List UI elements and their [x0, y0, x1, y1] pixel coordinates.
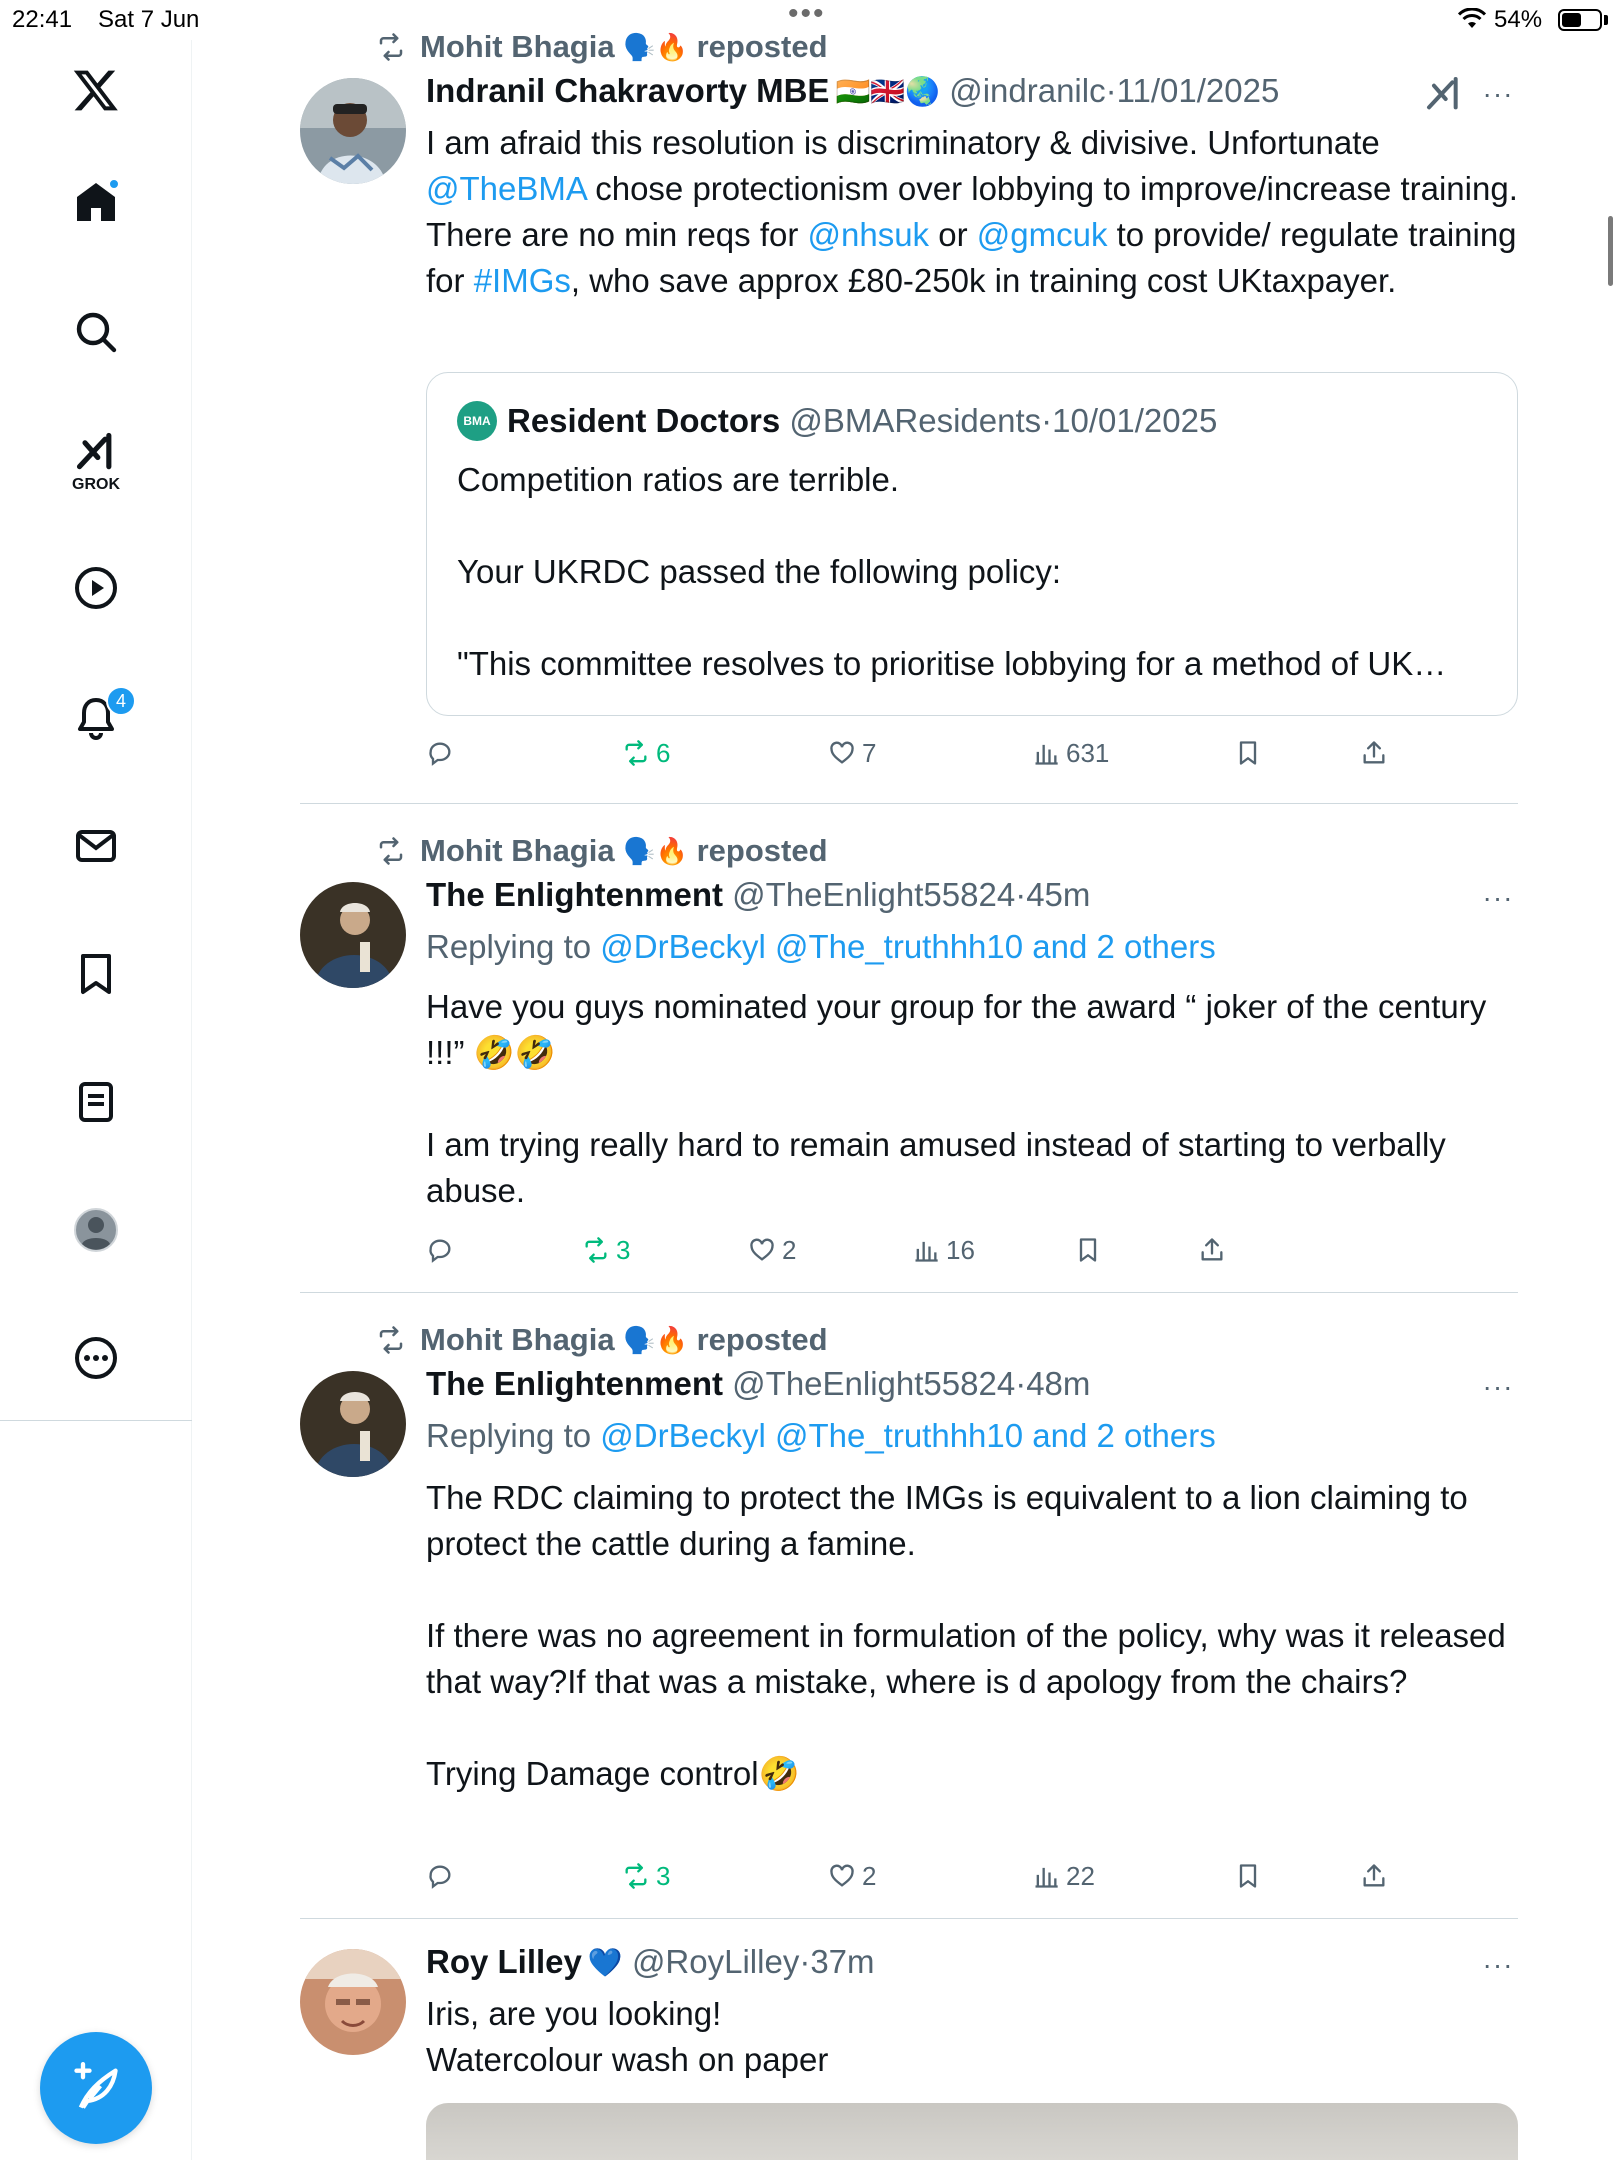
share-icon — [1198, 1236, 1226, 1264]
views-button[interactable] — [912, 1230, 975, 1270]
list-icon — [72, 1078, 120, 1126]
multitasking-dots-icon[interactable]: ••• — [788, 0, 826, 30]
bookmark-icon — [1074, 1236, 1102, 1264]
avatar[interactable] — [300, 1949, 406, 2055]
like-count: 2 — [782, 1234, 797, 1265]
bookmark-icon — [1234, 739, 1262, 767]
tweet-text: The RDC claiming to protect the IMGs is equivalent to a lion claiming to protect the cattle during a famine. If there was no agreement in formulation of the policy, why was it released that way?If that was a mistake, where is d apology from the chairs? Trying Damage control🤣 — [426, 1479, 1506, 1792]
more-options-icon[interactable]: ··· — [1482, 1949, 1514, 1980]
quoted-tweet-header: BMA Resident Doctors @BMAResidents · 10/01/2025 — [457, 401, 1217, 441]
more-options-icon[interactable]: ··· — [1482, 882, 1514, 913]
media-image[interactable] — [426, 2103, 1518, 2160]
repost-icon — [622, 1862, 650, 1890]
tweet-text: Have you guys nominated your group for the award “ joker of the century !!!” 🤣🤣 I am trying really hard to remain amused instead of starting to verbally abuse. — [426, 988, 1487, 1209]
repost-indicator: Mohit Bhagia 🗣️🔥 reposted — [376, 1320, 828, 1360]
status-time: 22:41 — [12, 6, 73, 33]
repost-user[interactable]: Mohit Bhagia — [420, 1322, 615, 1357]
repost-count: 3 — [656, 1860, 671, 1891]
share-icon — [1360, 739, 1388, 767]
scrollbar[interactable] — [1608, 216, 1613, 286]
handle[interactable]: @RoyLilley — [631, 1943, 800, 1980]
reply-icon — [426, 1236, 454, 1264]
timestamp[interactable]: 45m — [1026, 876, 1091, 913]
tweet-header: Indranil Chakravorty MBE 🇮🇳🇬🇧🌏 @indranilc · 11/01/2025 — [426, 72, 1280, 109]
heart-icon — [748, 1236, 776, 1264]
views-chart-icon — [912, 1236, 940, 1264]
views-chart-icon — [1032, 739, 1060, 767]
repost-indicator: Mohit Bhagia 🗣️🔥 reposted — [376, 27, 828, 67]
reply-button[interactable] — [426, 1230, 460, 1270]
like-count: 7 — [862, 737, 877, 768]
like-button[interactable] — [828, 1856, 876, 1896]
handle[interactable]: @TheEnlight55824 — [732, 876, 1016, 913]
handle[interactable]: @indranilc — [949, 72, 1106, 109]
tweet-actions — [426, 1230, 1518, 1270]
share-button[interactable] — [1360, 1856, 1394, 1896]
avatar[interactable] — [300, 882, 406, 988]
compose-feather-icon — [70, 2062, 122, 2114]
avatar[interactable] — [300, 1371, 406, 1477]
more-options-icon[interactable]: ··· — [1482, 1371, 1514, 1402]
quoted-timestamp: 10/01/2025 — [1052, 402, 1218, 439]
repost-icon — [376, 32, 406, 62]
quoted-tweet-text: Competition ratios are terrible. Your UKRDC passed the following policy: "This committee resolves to prioritise lobbying for a method of UK… — [457, 461, 1447, 682]
timestamp[interactable]: 37m — [810, 1943, 875, 1980]
heart-icon — [828, 739, 856, 767]
mention-link[interactable]: @nhsuk — [807, 216, 930, 253]
like-button[interactable] — [828, 733, 876, 773]
sidebar-item-search[interactable] — [60, 296, 132, 368]
sidebar-nav — [0, 40, 192, 2160]
grok-label: GROK — [72, 476, 120, 493]
mention-link[interactable]: @gmcuk — [976, 216, 1108, 253]
tweet-header: Roy Lilley 💙 @RoyLilley · 37m — [426, 1943, 875, 1980]
display-name[interactable]: The Enlightenment — [426, 1365, 723, 1402]
tweet-actions — [426, 1856, 1518, 1896]
handle[interactable]: @TheEnlight55824 — [732, 1365, 1016, 1402]
replying-to: Replying to @DrBeckyl @The_truthhh10 and 2 others — [426, 928, 1216, 965]
like-count: 2 — [862, 1860, 877, 1891]
tweet-header: The Enlightenment @TheEnlight55824 · 45m — [426, 876, 1091, 913]
heart-icon — [828, 1862, 856, 1890]
display-name[interactable]: Indranil Chakravorty MBE — [426, 72, 830, 109]
like-button[interactable] — [748, 1230, 796, 1270]
repost-button[interactable] — [622, 1856, 670, 1896]
share-icon — [1360, 1862, 1388, 1890]
sidebar-item-messages[interactable] — [60, 810, 132, 882]
sidebar-item-lists[interactable] — [60, 1066, 132, 1138]
display-name[interactable]: Roy Lilley — [426, 1943, 582, 1980]
timestamp[interactable]: 11/01/2025 — [1116, 72, 1280, 109]
repost-icon — [622, 739, 650, 767]
repost-button[interactable] — [582, 1230, 630, 1270]
reply-icon — [426, 1862, 454, 1890]
more-circle-icon — [72, 1334, 120, 1382]
sidebar-item-videos[interactable] — [60, 552, 132, 624]
views-button[interactable] — [1032, 1856, 1095, 1896]
tweet-actions — [426, 733, 1518, 773]
repost-icon — [582, 1236, 610, 1264]
repost-button[interactable] — [622, 733, 670, 773]
battery-icon — [1558, 9, 1602, 31]
home-unread-dot — [108, 178, 120, 190]
bookmark-icon — [1234, 1862, 1262, 1890]
profile-icon — [72, 1206, 120, 1254]
views-count: 16 — [946, 1234, 975, 1265]
grok-icon — [74, 430, 118, 474]
views-chart-icon — [1032, 1862, 1060, 1890]
share-button[interactable] — [1360, 733, 1394, 773]
bookmark-button[interactable] — [1234, 1856, 1268, 1896]
avatar[interactable] — [300, 78, 406, 184]
repost-count: 3 — [616, 1234, 631, 1265]
more-options-icon[interactable]: ··· — [1482, 78, 1514, 109]
mention-link[interactable]: @TheBMA — [426, 170, 587, 207]
repost-count: 6 — [656, 737, 671, 768]
tweet-text: Iris, are you looking! Watercolour wash on paper — [426, 1995, 829, 2078]
bookmark-button[interactable] — [1234, 733, 1268, 773]
x-logo-icon[interactable] — [60, 54, 132, 126]
repost-user[interactable]: Mohit Bhagia — [420, 29, 615, 64]
play-icon — [72, 564, 120, 612]
quoted-tweet[interactable] — [426, 372, 1518, 716]
bookmark-icon — [72, 950, 120, 998]
wifi-icon — [1458, 8, 1486, 30]
reply-button[interactable] — [426, 733, 460, 773]
search-icon — [72, 308, 120, 356]
repost-icon — [376, 1325, 406, 1355]
tweet-text: I am afraid this resolution is discriminatory & divisive. Unfortunate @TheBMA chose protectionism over lobbying to improve/increase training. There are no min reqs for @nhsuk or @gmcuk to provide/ regulate training for #IMGs, who save approx £80-250k in training cost UKtaxpayer. — [426, 124, 1518, 299]
replying-to: Replying to @DrBeckyl @The_truthhh10 and 2 others — [426, 1417, 1216, 1454]
tweet-header: The Enlightenment @TheEnlight55824 · 48m — [426, 1365, 1091, 1402]
timestamp[interactable]: 48m — [1026, 1365, 1091, 1402]
repost-user[interactable]: Mohit Bhagia — [420, 833, 615, 868]
name-flags: 🇮🇳🇬🇧🌏 — [835, 75, 941, 107]
sidebar-item-more[interactable] — [60, 1322, 132, 1394]
reply-icon — [426, 739, 454, 767]
status-date: Sat 7 Jun — [98, 6, 200, 33]
hashtag-link[interactable]: #IMGs — [473, 262, 571, 299]
reply-button[interactable] — [426, 1856, 460, 1896]
views-count: 22 — [1066, 1860, 1095, 1891]
sidebar-item-home[interactable] — [60, 166, 132, 238]
repost-indicator: Mohit Bhagia 🗣️🔥 reposted — [376, 831, 828, 871]
quoted-display-name: Resident Doctors — [507, 402, 781, 439]
replying-to-link[interactable]: @DrBeckyl @The_truthhh10 and 2 others — [600, 928, 1216, 965]
display-name[interactable]: The Enlightenment — [426, 876, 723, 913]
repost-icon — [376, 836, 406, 866]
compose-button[interactable] — [40, 2032, 152, 2144]
bookmark-button[interactable] — [1074, 1230, 1108, 1270]
battery-percent: 54% — [1494, 6, 1543, 33]
sidebar-item-bookmarks[interactable] — [60, 938, 132, 1010]
sidebar-item-profile[interactable] — [60, 1194, 132, 1266]
mail-icon — [72, 822, 120, 870]
views-button[interactable] — [1032, 733, 1109, 773]
quoted-handle: @BMAResidents — [789, 402, 1042, 439]
quoted-avatar: BMA — [457, 401, 497, 441]
name-emoji: 💙 — [587, 1946, 623, 1978]
replying-to-link[interactable]: @DrBeckyl @The_truthhh10 and 2 others — [600, 1417, 1216, 1454]
sidebar-item-grok[interactable] — [60, 424, 132, 496]
notifications-badge: 4 — [106, 686, 136, 716]
sidebar-item-notifications[interactable] — [60, 682, 132, 754]
views-count: 631 — [1066, 737, 1110, 768]
share-button[interactable] — [1198, 1230, 1232, 1270]
grok-explain-icon[interactable] — [1424, 74, 1464, 114]
